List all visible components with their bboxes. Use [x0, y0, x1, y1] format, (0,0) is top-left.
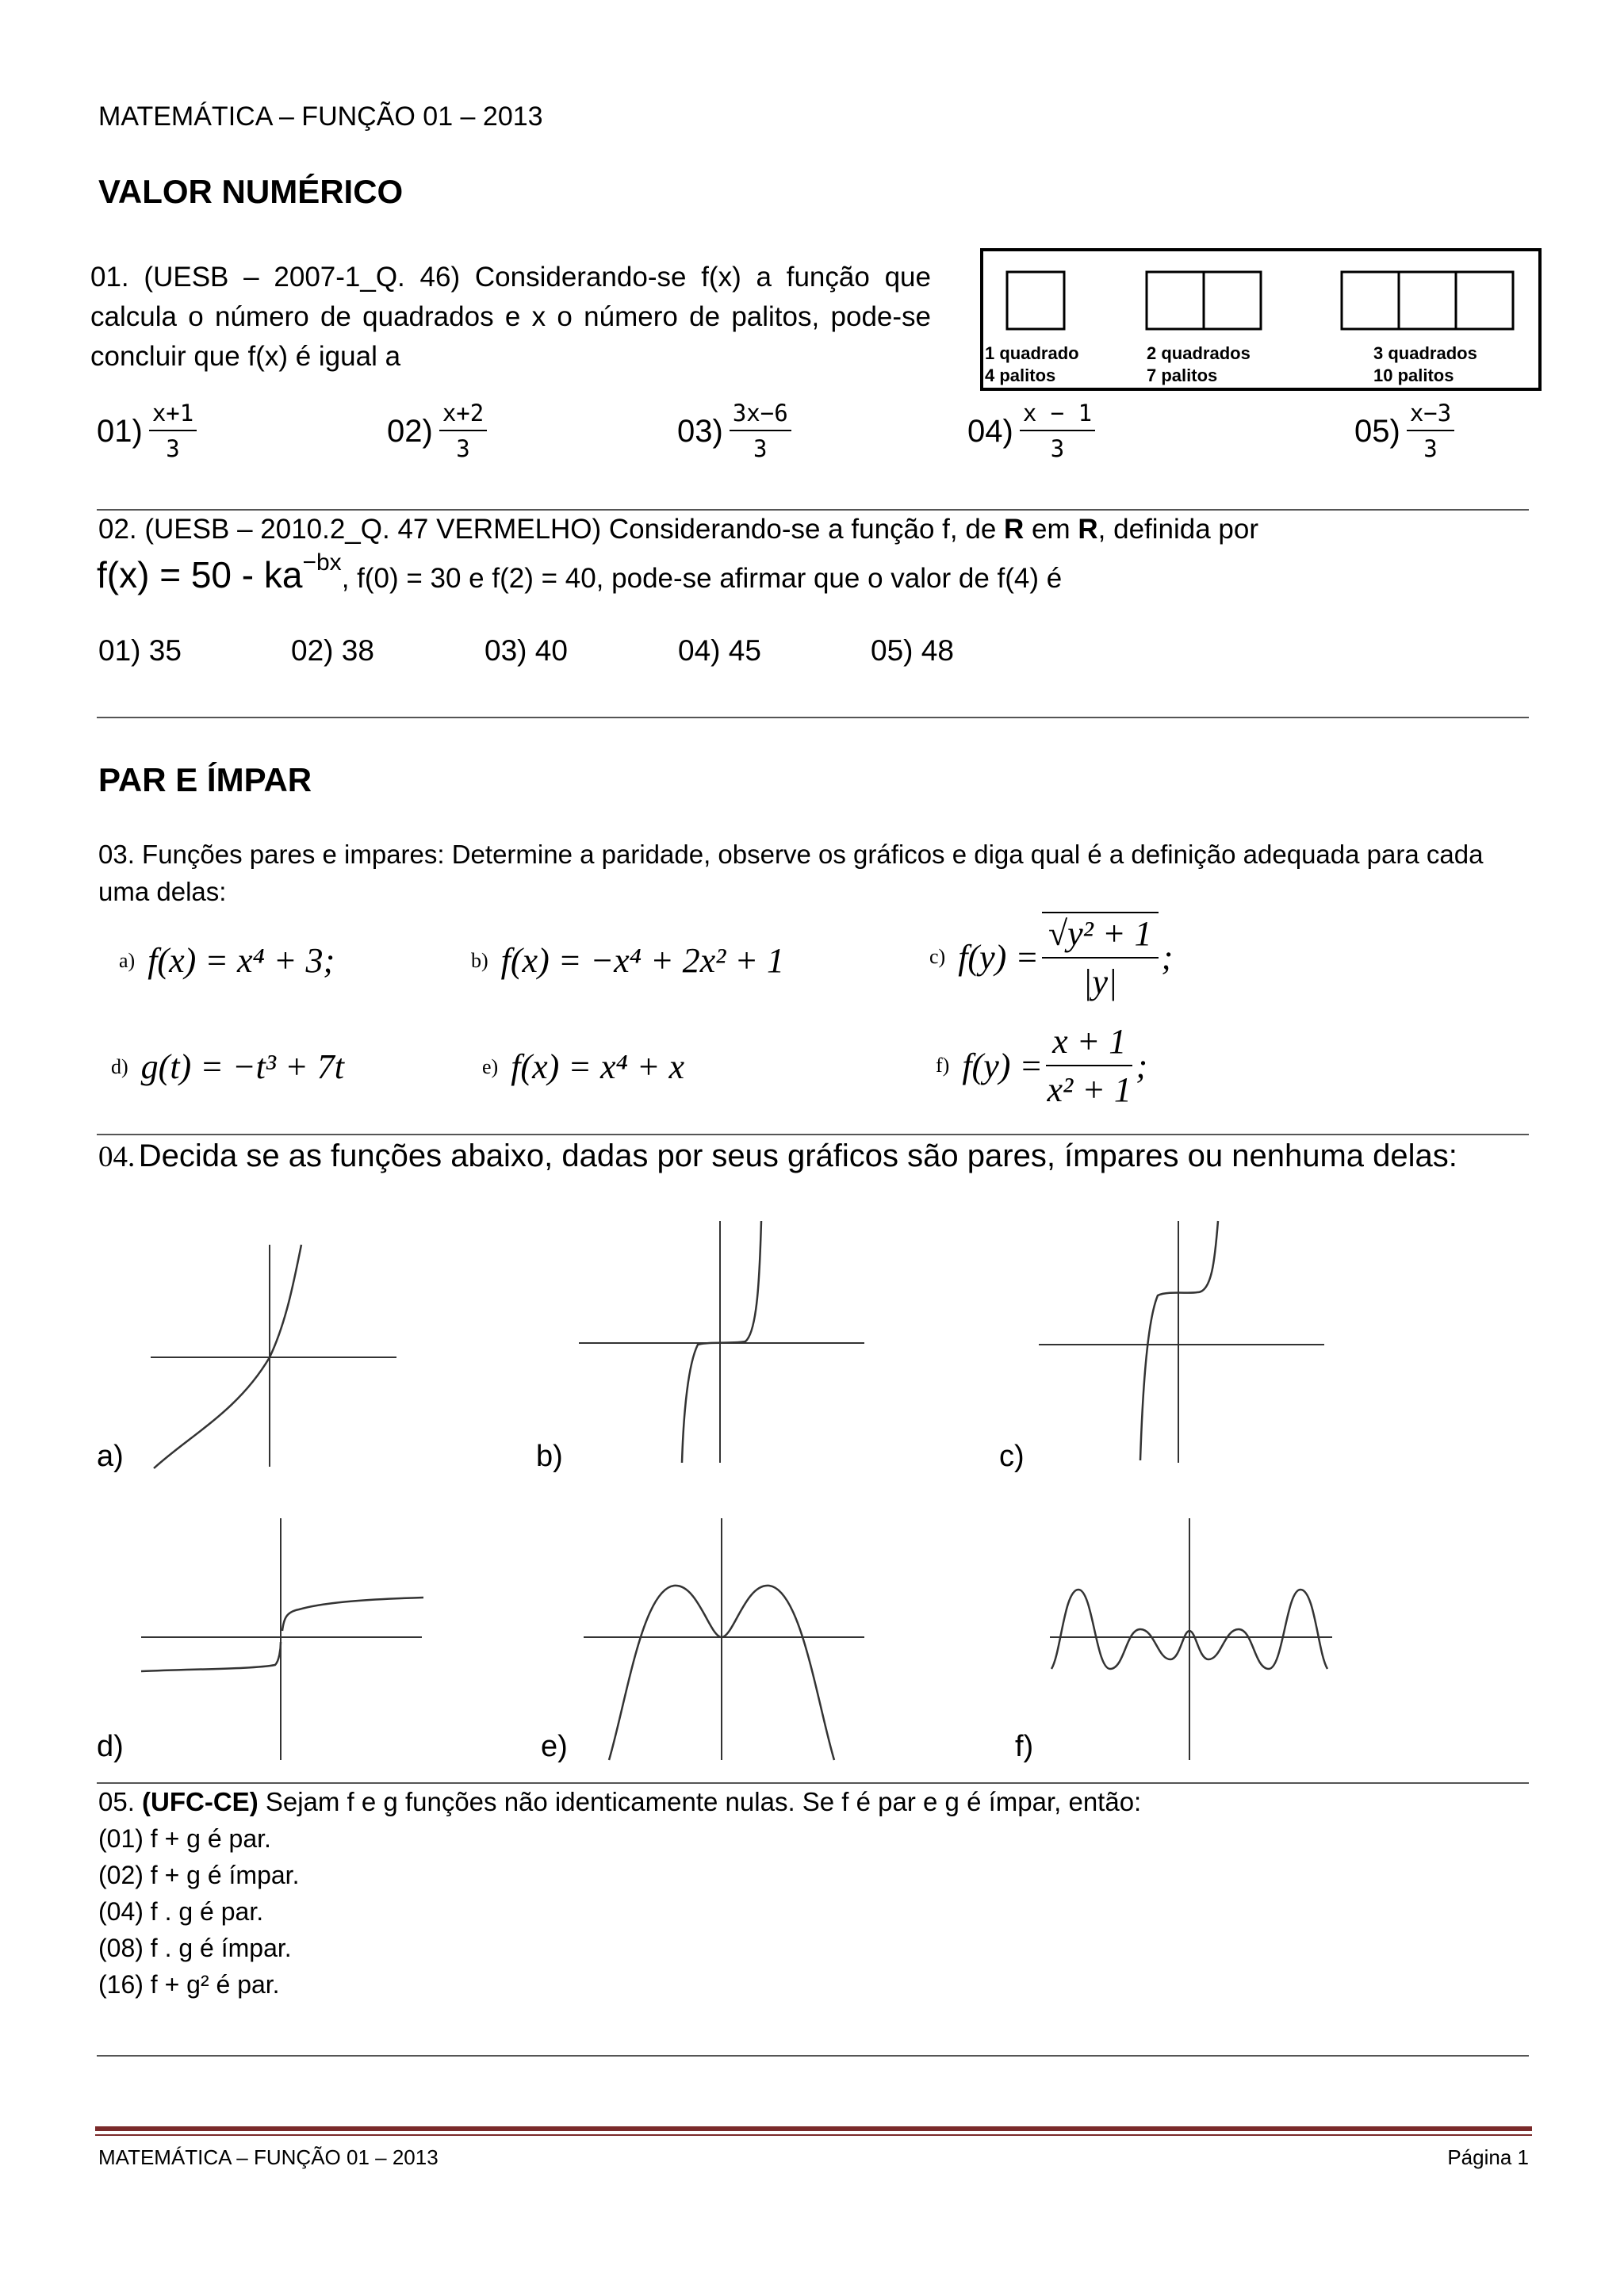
q01-figure: [980, 248, 1542, 391]
q04-text: 04. Decida se as funções abaixo, dadas por seus gráficos são pares, ímpares ou nenhuma delas:: [98, 1138, 1457, 1173]
q02-option-01[interactable]: 01) 35: [98, 634, 182, 667]
q02-option-05[interactable]: 05) 48: [871, 634, 954, 667]
q01-option-01[interactable]: 01) $\frac{x+1}{3}$: [97, 400, 197, 463]
page-header-title: MATEMÁTICA – FUNÇÃO 01 – 2013: [98, 101, 543, 132]
q03-item-c: c) f(y) = $\frac{\text{√y² + 1}}{|y|}$ ;: [929, 912, 1173, 1002]
q03-item-f: f) f(y) = $\frac{x + 1}{\text{x² + 1}}$ ;: [936, 1022, 1147, 1109]
q03-text: 03. Funções pares e impares: Determine a paridade, observe os gráficos e diga qual é a definição adequada para cada uma delas:: [98, 840, 1484, 906]
q02-formula: f(x) = 50 - ka−bx, f(0) = 30 e f(2) = 40, pode-se afirmar que o valor de f(4) é: [97, 549, 1063, 595]
section-title-par-e-impar: PAR E ÍMPAR: [98, 761, 312, 798]
q05-option-02[interactable]: (02) f + g é ímpar.: [98, 1861, 300, 1889]
square-group-3b: [1399, 272, 1456, 329]
q01-option-02[interactable]: 02) $\frac{x+2}{3}$: [387, 400, 487, 463]
q02-option-04[interactable]: 04) 45: [678, 634, 761, 667]
divider: [97, 2055, 1529, 2057]
divider: [97, 509, 1529, 511]
q05-option-08[interactable]: (08) f . g é ímpar.: [98, 1934, 292, 1962]
graph-label-d: d): [97, 1730, 124, 1763]
graph-b: [571, 1213, 872, 1467]
square-group-2b: [1204, 272, 1261, 329]
q02-option-02[interactable]: 02) 38: [291, 634, 374, 667]
q02-text: 02. (UESB – 2010.2_Q. 47 VERMELHO) Considerando-se a função f, de R em R, definida por: [98, 514, 1259, 545]
square-group-1: [1007, 272, 1064, 329]
graph-label-a: a): [97, 1440, 124, 1473]
q05-option-16[interactable]: (16) f + g² é par.: [98, 1970, 280, 1999]
q05-options: [98, 1820, 299, 2003]
square-group-2a: [1147, 272, 1204, 329]
q03-item-b: b) f(x) = −x⁴ + 2x² + 1: [471, 941, 785, 980]
q03-item-d: d) g(t) = −t³ + 7t: [111, 1047, 344, 1086]
graph-a: [143, 1221, 412, 1475]
graph-label-e: e): [541, 1730, 568, 1763]
footer-page-number: Página 1: [1447, 2145, 1529, 2169]
q03-item-e: e) f(x) = x⁴ + x: [482, 1047, 684, 1086]
graph-c: [1031, 1213, 1332, 1467]
caption-1: 1 quadrado 4 palitos: [985, 343, 1079, 385]
footer-title: MATEMÁTICA – FUNÇÃO 01 – 2013: [98, 2145, 439, 2169]
q02-option-03[interactable]: 03) 40: [485, 634, 568, 667]
square-group-3c: [1456, 272, 1513, 329]
caption-2: 2 quadrados 7 palitos: [1147, 343, 1251, 385]
q03-item-a: a) f(x) = x⁴ + 3;: [119, 941, 335, 980]
q01-option-05[interactable]: 05) $\frac{x-3}{3}$: [1354, 400, 1454, 463]
graph-f: [1047, 1510, 1340, 1764]
footer-rule-thin: [95, 2134, 1532, 2136]
graph-label-c: c): [999, 1440, 1025, 1473]
q05-option-04[interactable]: (04) f . g é par.: [98, 1897, 264, 1926]
footer-rule: [95, 2126, 1532, 2131]
graph-d: [136, 1510, 438, 1764]
q01-text: 01. (UESB – 2007-1_Q. 46) Considerando-se f(x) a função que calcula o número de quadrados e x o número de palitos, pode-se concluir que f(x) é igual a: [90, 262, 931, 372]
divider: [97, 1134, 1529, 1135]
q05-option-01[interactable]: (01) f + g é par.: [98, 1824, 271, 1853]
graph-label-b: b): [536, 1440, 563, 1473]
graph-e: [579, 1510, 872, 1764]
q01-option-03[interactable]: 03) $\frac{3x-6}{3}$: [677, 400, 791, 463]
divider: [97, 717, 1529, 718]
square-group-3a: [1342, 272, 1399, 329]
graph-label-f: f): [1015, 1730, 1034, 1763]
section-title-valor-numerico: VALOR NUMÉRICO: [98, 173, 404, 210]
divider: [97, 1782, 1529, 1784]
q01-option-04[interactable]: 04) $\frac{x - 1}{3}$: [967, 400, 1095, 463]
q05-text: 05. (UFC-CE) Sejam f e g funções não identicamente nulas. Se f é par e g é ímpar, então:: [98, 1787, 1142, 1816]
caption-3: 3 quadrados 10 palitos: [1373, 343, 1477, 385]
